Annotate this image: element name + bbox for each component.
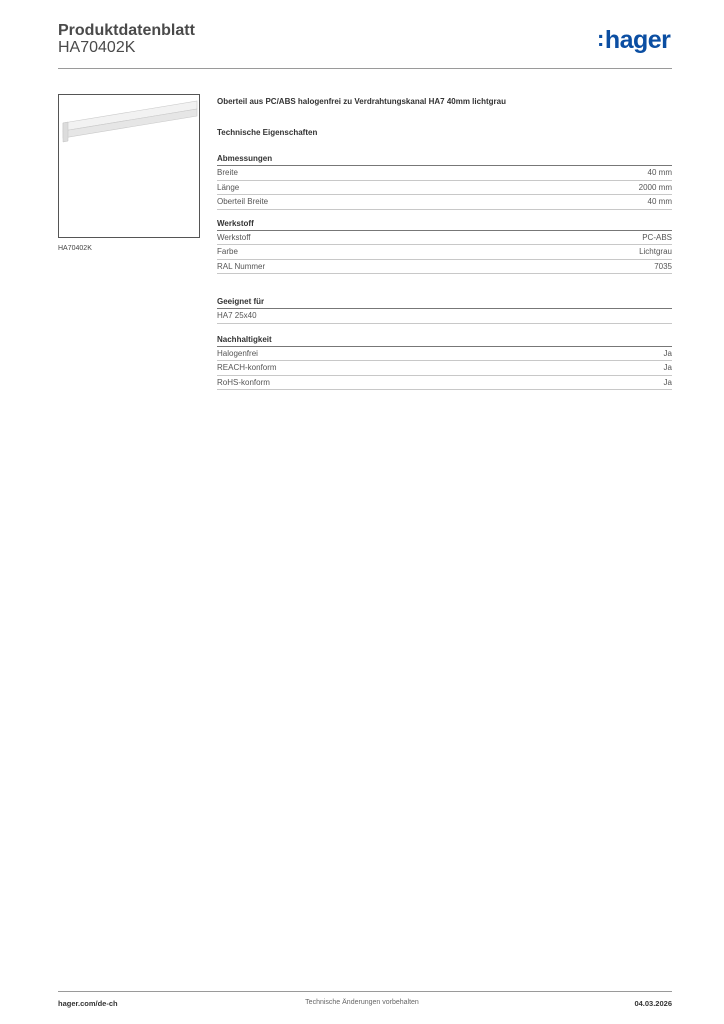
spec-row	[217, 376, 672, 391]
spec-label: RAL Nummer	[217, 261, 266, 271]
spec-label: HA7 25x40	[217, 311, 257, 320]
cable-duct-cover-illustration	[59, 95, 199, 237]
product-image	[58, 94, 200, 238]
section-suitable-for	[217, 296, 672, 324]
spec-row	[217, 309, 672, 324]
spec-row	[217, 245, 672, 260]
section-dimensions	[217, 153, 672, 210]
spec-value: 40 mm	[647, 168, 672, 177]
spec-row	[217, 195, 672, 210]
footer-date: 04.03.2026	[634, 999, 672, 1008]
spec-value: Ja	[663, 363, 672, 372]
spec-row	[217, 347, 672, 362]
spec-value: 7035	[654, 261, 672, 271]
logo-text: hager	[604, 26, 671, 54]
spec-label: Breite	[217, 168, 238, 177]
footer-website-link[interactable]: hager.com/de-ch	[58, 999, 118, 1008]
section-title: Werkstoff	[217, 218, 672, 231]
spec-value: Lichtgrau	[639, 247, 672, 256]
product-description: Oberteil aus PC/ABS halogenfrei zu Verdrahtungskanal HA7 40mm lichtgrau	[217, 97, 506, 106]
spec-row	[217, 260, 672, 275]
spec-row	[217, 361, 672, 376]
technical-properties-title: Technische Eigenschaften	[217, 128, 318, 137]
spec-value: PC-ABS	[642, 232, 672, 242]
section-title: Geeignet für	[217, 296, 672, 309]
spec-row	[217, 231, 672, 246]
spec-label: REACH-konform	[217, 363, 277, 372]
spec-row	[217, 181, 672, 196]
product-details	[217, 97, 672, 390]
image-caption: HA70402K	[58, 245, 92, 252]
article-number: HA70402K	[58, 39, 136, 56]
section-title: Abmessungen	[217, 153, 672, 166]
spec-label: RoHS-konform	[217, 377, 270, 387]
footer-note: Technische Änderungen vorbehalten	[305, 999, 419, 1006]
spec-label: Werkstoff	[217, 232, 251, 242]
spec-row	[217, 166, 672, 181]
spec-value: Ja	[663, 377, 672, 387]
spec-label: Länge	[217, 182, 240, 192]
section-sustainability	[217, 334, 672, 391]
spec-label: Halogenfrei	[217, 348, 258, 358]
section-title: Nachhaltigkeit	[217, 334, 672, 347]
spec-value: 40 mm	[647, 197, 672, 206]
header-divider	[58, 68, 672, 69]
hager-logo: :hager	[597, 26, 671, 54]
section-material	[217, 218, 672, 275]
spec-value: 2000 mm	[638, 182, 672, 192]
spec-label: Oberteil Breite	[217, 197, 269, 206]
footer-divider	[58, 991, 672, 992]
spec-value: Ja	[663, 348, 672, 358]
page-title: Produktdatenblatt	[58, 22, 195, 39]
spec-label: Farbe	[217, 247, 238, 256]
